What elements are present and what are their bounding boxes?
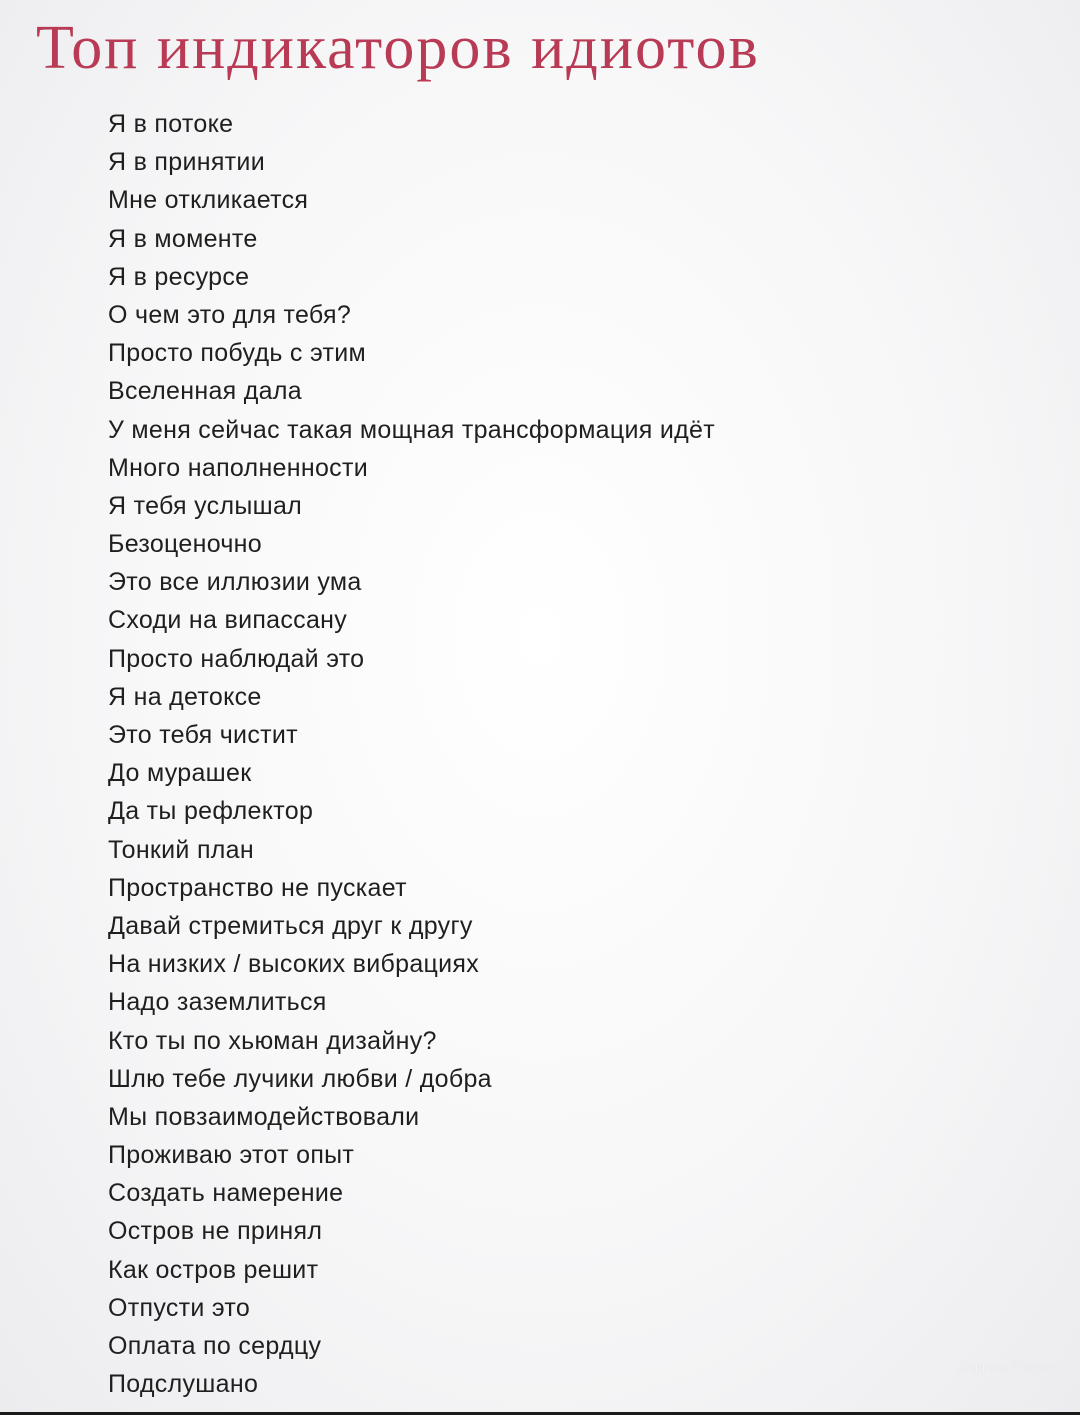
list-item: Я в принятии xyxy=(108,148,265,177)
list-item: Это все иллюзии ума xyxy=(108,568,362,597)
list-item: Я на детоксе xyxy=(108,682,262,711)
list-item: Сходи на випассану xyxy=(108,606,348,635)
list-item: Пространство не пускает xyxy=(108,873,407,902)
page-title: Топ индикаторов идиотов xyxy=(36,14,760,82)
list-item: Как остров решит xyxy=(108,1255,319,1284)
list-item: Надо заземлиться xyxy=(108,988,327,1017)
list-item: Я в моменте xyxy=(108,224,258,253)
list-item: Я в ресурсе xyxy=(108,262,250,291)
list-item: Это тебя чистит xyxy=(108,721,298,749)
list-item: Мы повзаимодействовали xyxy=(108,1102,420,1131)
list-item: Много наполненности xyxy=(108,453,368,482)
list-item: О чем это для тебя? xyxy=(108,300,352,329)
list-item: Я в потоке xyxy=(108,110,234,138)
list-item: Шлю тебе лучики любви / добра xyxy=(108,1064,492,1093)
list-item: Да ты рефлектор xyxy=(108,797,314,826)
list-item: Тонкий план xyxy=(108,835,254,864)
watermark: Харьков Форум xyxy=(958,1360,1052,1375)
list-item: Давай стремиться друг к другу xyxy=(108,911,473,940)
list-item: Я тебя услышал xyxy=(108,491,303,520)
list-item: Просто побудь с этим xyxy=(108,339,366,368)
list-item: Вселенная дала xyxy=(108,377,302,406)
phrase-list xyxy=(108,105,715,1403)
list-item: Отпусти это xyxy=(108,1293,251,1322)
list-item: Создать намерение xyxy=(108,1179,344,1208)
list-item: На низких / высоких вибрациях xyxy=(108,950,480,979)
list-item: Проживаю этот опыт xyxy=(108,1141,355,1170)
list-item: Безоценочно xyxy=(108,530,262,559)
list-item: Остров не принял xyxy=(108,1217,323,1246)
list-item: Просто наблюдай это xyxy=(108,644,365,673)
list-item: Оплата по сердцу xyxy=(108,1332,322,1360)
list-item: До мурашек xyxy=(108,759,252,788)
list-item: Мне откликается xyxy=(108,186,309,215)
list-item: Кто ты по хьюман дизайну? xyxy=(108,1026,437,1055)
list-item: У меня сейчас такая мощная трансформация идёт xyxy=(108,415,715,444)
list-item: Подслушано xyxy=(108,1370,259,1399)
